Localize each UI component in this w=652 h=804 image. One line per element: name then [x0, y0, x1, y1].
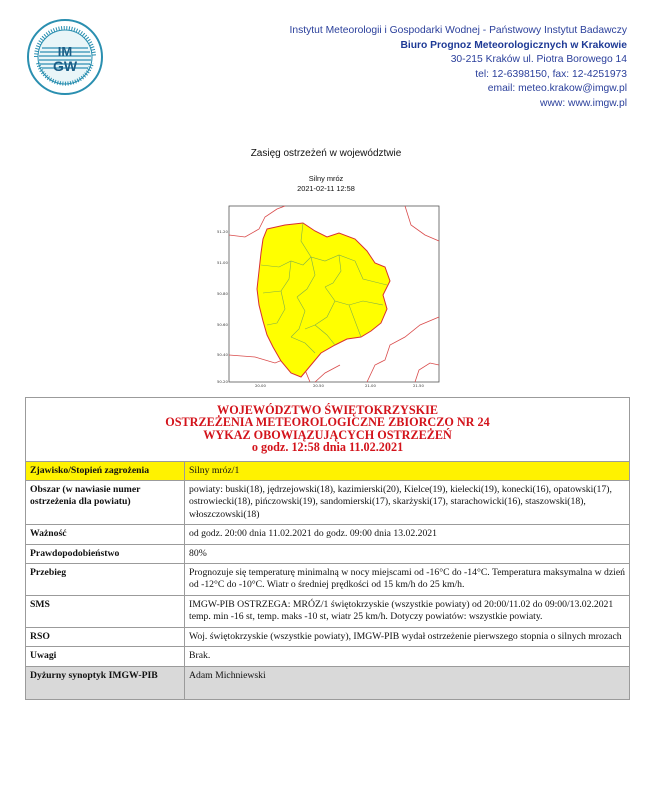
map-phenomenon: Silny mróz [308, 174, 344, 183]
x-tick: 21.50 [413, 383, 424, 388]
row-label: Dyżurny synoptyk IMGW-PIB [26, 666, 185, 699]
address: 30-215 Kraków ul. Piotra Borowego 14 [450, 54, 627, 66]
email: email: meteo.krakow@imgw.pl [487, 83, 627, 95]
row-label: Ważność [26, 525, 185, 544]
x-tick: 21.00 [365, 383, 376, 388]
warning-map [215, 205, 441, 388]
institute-name: Instytut Meteorologii i Gospodarki Wodnej - Państwowy Instytut Badawczy [289, 25, 627, 36]
banner-issue-time: o godz. 12:58 dnia 11.02.2021 [251, 440, 404, 455]
row-value: Woj. świętokrzyskie (wszystkie powiaty), IMGW-PIB wydał ostrzeżenie pierwszego stopnia o silnych mrozach [185, 627, 630, 646]
row-value: Prognozuje się temperaturę minimalną w nocy miejscami od -16°C do -14°C. Temperatura maksymalna w dzień od -12°C do -10°C. Wiatr o średniej prędkości od 15 km/h do 25 km/h. [185, 564, 630, 596]
map-title [0, 174, 652, 194]
map-datetime: 2021-02-11 12:58 [297, 184, 355, 193]
row-value: Silny mróz/1 [185, 461, 630, 480]
y-tick: 50.40 [217, 352, 228, 357]
table-row [26, 647, 630, 666]
row-value: powiaty: buski(18), jędrzejowski(18), kazimierski(20), Kielce(19), kielecki(19), konecki(16), opatowski(17), ostrowiecki(18), pińczowski(19), sandomierski(17), skarżyski(17), starachowicki(16), staszowski(18), włoszczowski(18) [185, 481, 630, 525]
svg-text:GW: GW [52, 58, 78, 74]
warning-banner [26, 398, 630, 462]
row-label: Zjawisko/Stopień zagrożenia [26, 461, 185, 480]
banner-list-title: WYKAZ OBOWIĄZUJĄCYCH OSTRZEŻEŃ [203, 427, 452, 442]
table-row [26, 595, 630, 627]
section-title: Zasięg ostrzeżeń w województwie [250, 148, 402, 159]
row-value: IMGW-PIB OSTRZEGA: MRÓZ/1 świętokrzyskie (wszystkie powiaty) od 20:00/11.02 do 09:00/13.02.2021 temp. min -16 st, temp. maks -10 st, wiatr 25 km/h. Dotyczy powiatów: wszystkie powiaty. [185, 595, 630, 627]
row-label: RSO [26, 627, 185, 646]
svg-text:IM: IM [57, 44, 73, 59]
warning-table [25, 397, 630, 700]
banner-voivodeship: WOJEWÓDZTWO ŚWIĘTOKRZYSKIE [217, 403, 438, 417]
row-label: Prawdopodobieństwo [26, 544, 185, 563]
office-name: Biuro Prognoz Meteorologicznych w Krakowie [400, 39, 627, 51]
x-tick: 20.00 [255, 383, 266, 388]
y-tick: 50.80 [217, 291, 228, 296]
row-value: Adam Michniewski [185, 666, 630, 699]
website: www: www.imgw.pl [540, 97, 627, 109]
table-row [26, 627, 630, 646]
x-tick: 20.50 [313, 383, 324, 388]
table-row [26, 461, 630, 480]
row-label: Obszar (w nawiasie numer ostrzeżenia dla powiatu) [26, 481, 185, 525]
row-label: SMS [26, 595, 185, 627]
row-label: Uwagi [26, 647, 185, 666]
phone-fax: tel: 12-6398150, fax: 12-4251973 [475, 68, 627, 80]
row-value: 80% [185, 544, 630, 563]
banner-bulletin-number: OSTRZEŻENIA METEOROLOGICZNE ZBIORCZO NR 24 [165, 415, 490, 430]
y-tick: 51.20 [217, 229, 228, 234]
y-tick: 51.00 [217, 260, 228, 265]
table-row [26, 481, 630, 525]
imgw-logo [26, 18, 104, 96]
row-value: od godz. 20:00 dnia 11.02.2021 do godz. 09:00 dnia 13.02.2021 [185, 525, 630, 544]
table-row [26, 666, 630, 699]
y-tick: 50.20 [217, 379, 228, 384]
table-row [26, 544, 630, 563]
y-tick: 50.60 [217, 322, 228, 327]
institute-header [290, 24, 627, 112]
row-value: Brak. [185, 647, 630, 666]
table-row [26, 564, 630, 596]
row-label: Przebieg [26, 564, 185, 596]
table-row [26, 525, 630, 544]
